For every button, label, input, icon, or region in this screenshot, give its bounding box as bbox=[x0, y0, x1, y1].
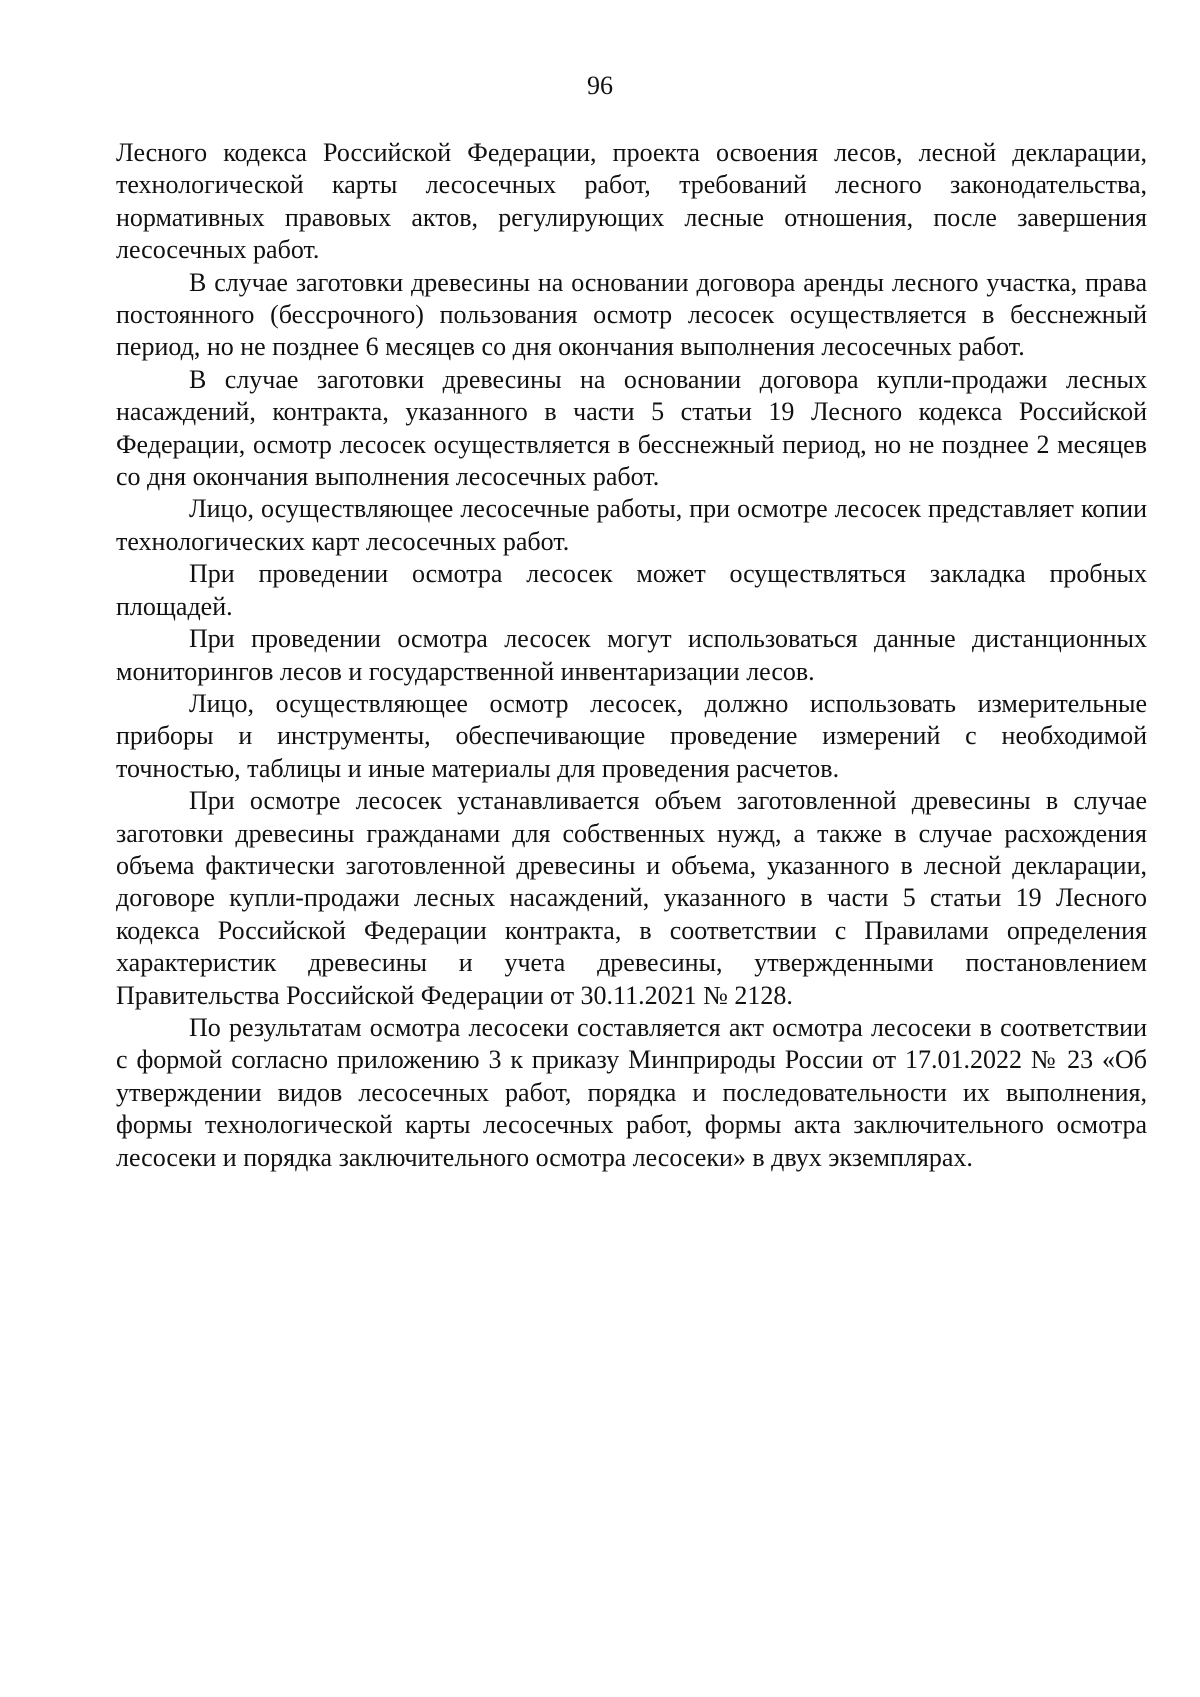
paragraph-4: Лицо, осуществляющее лесосечные работы, при осмотре лесосек представляет копии технологических карт лесосечных работ. bbox=[116, 494, 1147, 556]
paragraph-3: В случае заготовки древесины на основании договора купли-продажи лесных насаждений, контракта, указанного в части 5 статьи 19 Лесного кодекса Российской Федерации, осмотр лесосек осуществляется в бесснежный период, но не позднее 2 месяцев со дня окончания выполнения лесосечных работ. bbox=[116, 364, 1147, 492]
document-body bbox=[116, 137, 1147, 1174]
paragraph-9: По результатам осмотра лесосеки составляется акт осмотра лесосеки в соответствии с формой согласно приложению 3 к приказу Минприроды России от 17.01.2022 № 23 «Об утверждении видов лесосечных работ, порядка и последовательности их выполнения, формы технологической карты лесосечных работ, формы акта заключительного осмотра лесосеки и порядка заключительного осмотра лесосеки» в двух экземплярах. bbox=[116, 1012, 1147, 1172]
paragraph-5: При проведении осмотра лесосек может осуществляться закладка пробных площадей. bbox=[116, 559, 1147, 621]
paragraph-1: Лесного кодекса Российской Федерации, проекта освоения лесов, лесной декларации, технологической карты лесосечных работ, требований лесного законодательства, нормативных правовых актов, регулирующих лесные отношения, после завершения лесосечных работ. bbox=[116, 138, 1147, 265]
page-number: 96 bbox=[587, 71, 613, 100]
paragraph-2: В случае заготовки древесины на основании договора аренды лесного участка, права постоянного (бессрочного) пользования осмотр лесосек осуществляется в бесснежный период, но не позднее 6 месяцев со дня окончания выполнения лесосечных работ. bbox=[116, 267, 1147, 362]
paragraph-8: При осмотре лесосек устанавливается объем заготовленной древесины в случае заготовки древесины гражданами для собственных нужд, а также в случае расхождения объема фактически заготовленной древесины и объема, указанного в лесной декларации, договоре купли-продажи лесных насаждений, указанного в части 5 статьи 19 Лесного кодекса Российской Федерации контракта, в соответствии с Правилами определения характеристик древесины и учета древесины, утвержденными постановлением Правительства Российской Федерации от 30.11.2021 № 2128. bbox=[116, 786, 1147, 1010]
paragraph-7: Лицо, осуществляющее осмотр лесосек, должно использовать измерительные приборы и инструменты, обеспечивающие проведение измерений с необходимой точностью, таблицы и иные материалы для проведения расчетов. bbox=[116, 688, 1147, 783]
paragraph-6: При проведении осмотра лесосек могут использоваться данные дистанционных мониторингов лесов и государственной инвентаризации лесов. bbox=[116, 624, 1147, 686]
